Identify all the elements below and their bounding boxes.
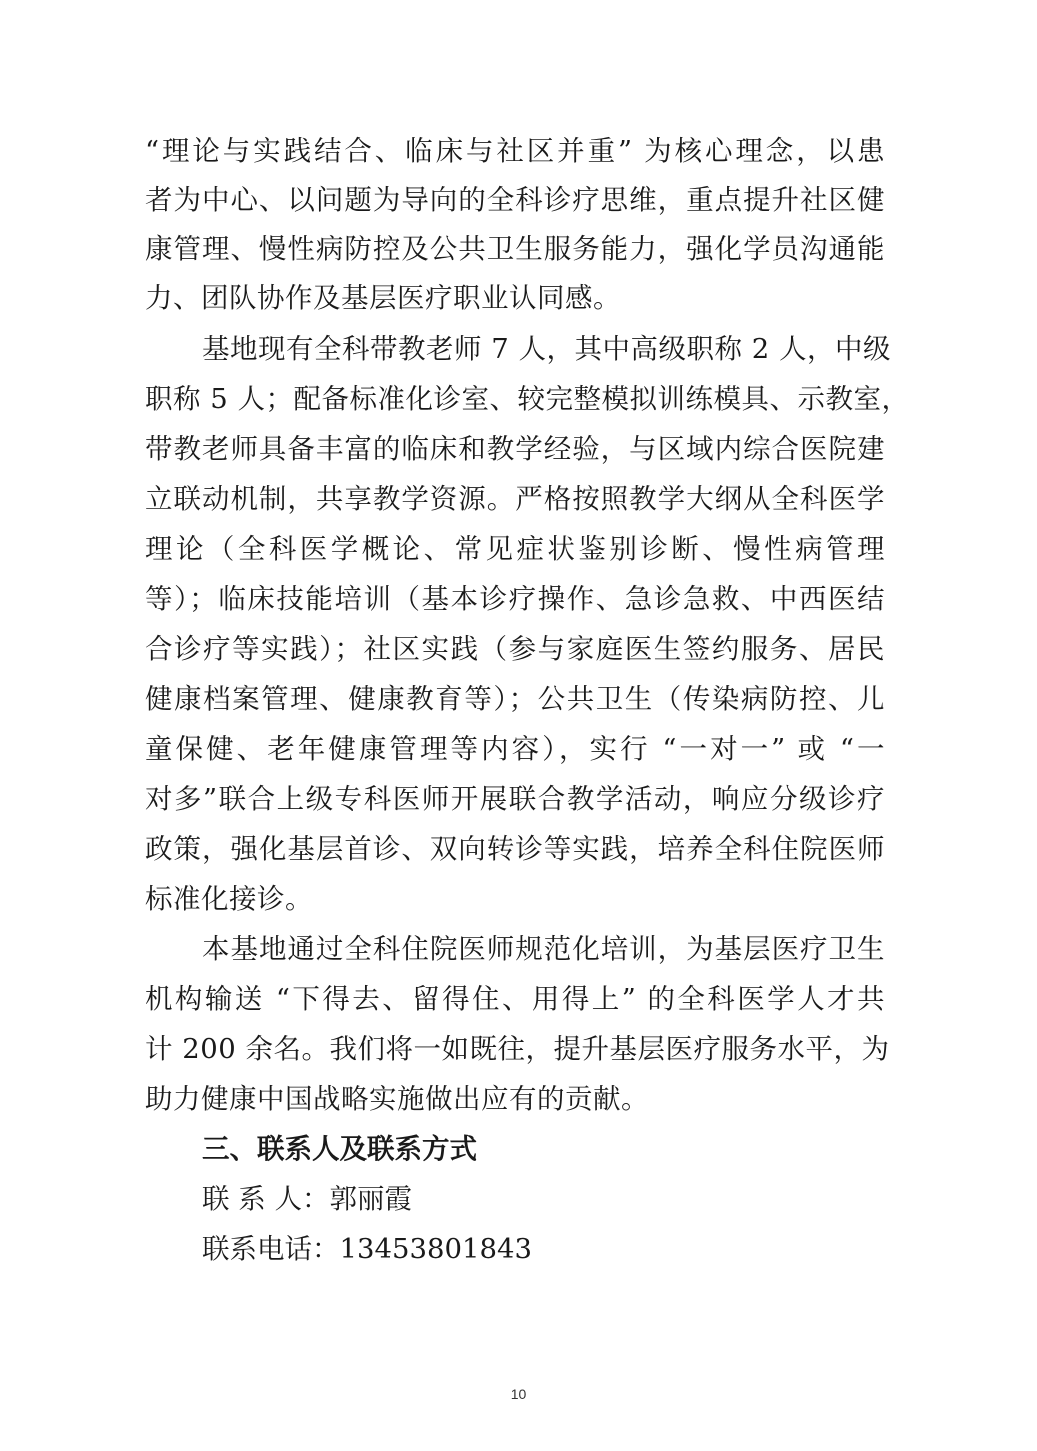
section-heading-contacts: 三、联系人及联系方式 [202, 1133, 477, 1165]
paragraph-2-line-2: 职称 5 人；配备标准化诊室、较完整模拟训练模具、示教室， [145, 383, 910, 415]
paragraph-1-line-3: 康管理、慢性病防控及公共卫生服务能力，强化学员沟通能 [145, 233, 885, 265]
contact-phone-label: 联系电话： [202, 1233, 340, 1265]
paragraph-3-line-4: 助力健康中国战略实施做出应有的贡献。 [145, 1083, 649, 1115]
paragraph-1-line-4: 力、团队协作及基层医疗职业认同感。 [145, 282, 621, 314]
paragraph-2-line-6: 等）；临床技能培训（基本诊疗操作、急诊急救、中西医结 [145, 583, 885, 615]
paragraph-2-line-4: 立联动机制，共享教学资源。严格按照教学大纲从全科医学 [145, 483, 885, 515]
contact-person-label: 联 系 人： [202, 1183, 330, 1215]
paragraph-2-line-12: 标准化接诊。 [145, 883, 313, 915]
paragraph-1-line-2: 者为中心、以问题为导向的全科诊疗思维，重点提升社区健 [145, 184, 885, 216]
contact-person-value: 郭丽霞 [329, 1183, 412, 1215]
paragraph-3-line-1: 本基地通过全科住院医师规范化培训，为基层医疗卫生 [202, 933, 885, 965]
paragraph-2-line-1: 基地现有全科带教老师 7 人，其中高级职称 2 人，中级 [202, 333, 891, 365]
paragraph-2-line-11: 政策，强化基层首诊、双向转诊等实践，培养全科住院医师 [145, 833, 885, 865]
paragraph-2-line-5: 理论（全科医学概论、常见症状鉴别诊断、慢性病管理 [145, 533, 885, 565]
paragraph-2-line-9: 童保健、老年健康管理等内容），实行 “一对一” 或 “一 [145, 733, 885, 765]
paragraph-3-line-2: 机构输送 “下得去、留得住、用得上” 的全科医学人才共 [145, 983, 885, 1015]
paragraph-3-line-3: 计 200 余名。我们将一如既往，提升基层医疗服务水平，为 [145, 1033, 890, 1065]
paragraph-2-line-3: 带教老师具备丰富的临床和教学经验，与区域内综合医院建 [145, 433, 885, 465]
paragraph-2-line-7: 合诊疗等实践）；社区实践（参与家庭医生签约服务、居民 [145, 633, 885, 665]
paragraph-2-line-8: 健康档案管理、健康教育等）；公共卫生（传染病防控、儿 [145, 683, 885, 715]
paragraph-2-line-10: 对多”联合上级专科医师开展联合教学活动，响应分级诊疗 [145, 783, 885, 815]
contact-person-row [202, 1174, 412, 1224]
page-number: 10 [510, 1386, 527, 1402]
paragraph-1-line-1: “理论与实践结合、临床与社区并重” 为核心理念，以患 [145, 135, 885, 167]
contact-phone-value: 13453801843 [339, 1233, 532, 1265]
contact-phone-row [202, 1224, 532, 1274]
